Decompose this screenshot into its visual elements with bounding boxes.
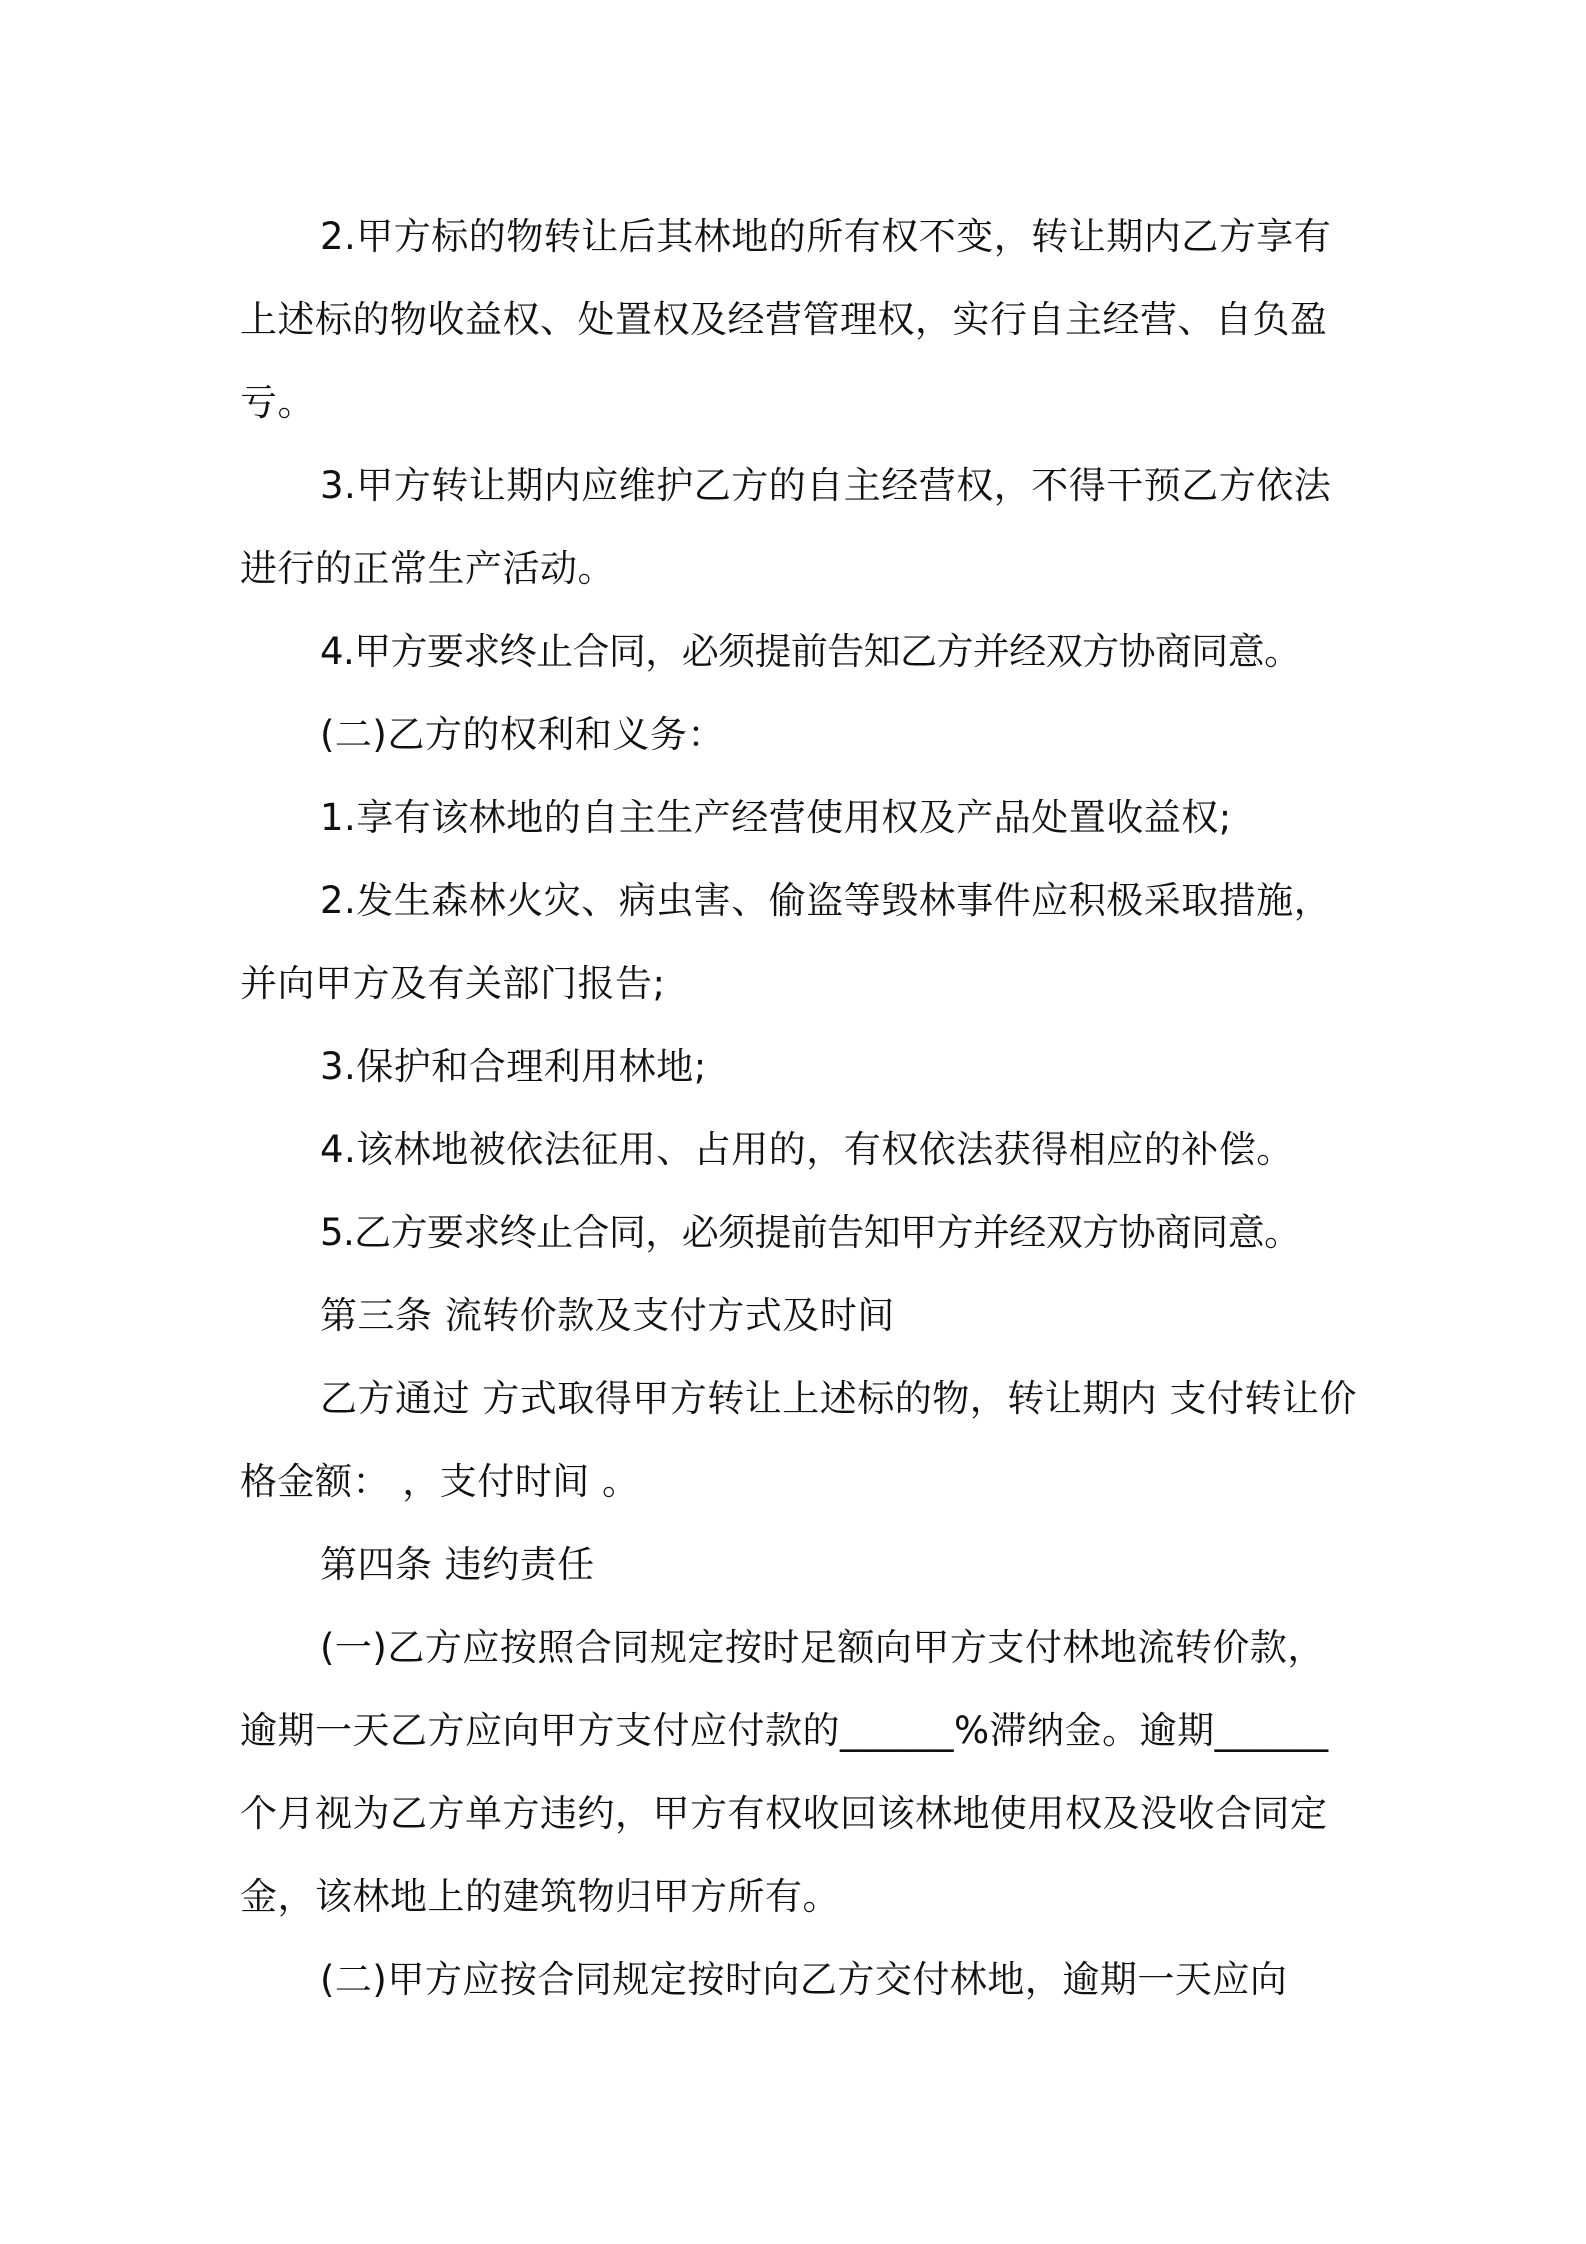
clause-paragraph: 5.乙方要求终止合同，必须提前告知甲方并经双方协商同意。 <box>320 1211 1301 1254</box>
article-heading: 第四条 违约责任 <box>320 1543 595 1586</box>
document-body <box>240 195 1360 2021</box>
clause-paragraph: 4.该林地被依法征用、占用的，有权依法获得相应的补偿。 <box>320 1128 1294 1171</box>
clause-paragraph: 3.甲方转让期内应维护乙方的自主经营权，不得干预乙方依法进行的正常生产活动。 <box>240 464 1332 590</box>
clause-paragraph: (二)甲方应按合同规定按时向乙方交付林地，逾期一天应向 <box>320 1958 1288 2001</box>
article-heading: 第三条 流转价款及支付方式及时间 <box>320 1294 895 1337</box>
clause-paragraph: 1.享有该林地的自主生产经营使用权及产品处置收益权; <box>320 796 1232 839</box>
clause-paragraph: 3.保护和合理利用林地; <box>320 1045 707 1088</box>
clause-paragraph: (一)乙方应按照合同规定按时足额向甲方支付林地流转价款，逾期一天乙方应向甲方支付应付款的______%滞纳金。逾期______个月视为乙方单方违约，甲方有权收回该林地使用权及没收合同定金，该林地上的建筑物归甲方所有。 <box>240 1626 1329 1918</box>
clause-paragraph: 2.甲方标的物转让后其林地的所有权不变，转让期内乙方享有上述标的物收益权、处置权及经营管理权，实行自主经营、自负盈亏。 <box>240 215 1332 424</box>
clause-paragraph: 2.发生森林火灾、病虫害、偷盗等毁林事件应积极采取措施，并向甲方及有关部门报告; <box>240 879 1332 1005</box>
clause-paragraph: 4.甲方要求终止合同，必须提前告知乙方并经双方协商同意。 <box>320 630 1301 673</box>
clause-paragraph: 乙方通过 方式取得甲方转让上述标的物，转让期内 支付转让价格金额： ，支付时间 。 <box>240 1377 1358 1503</box>
section-heading: (二)乙方的权利和义务： <box>320 713 725 756</box>
